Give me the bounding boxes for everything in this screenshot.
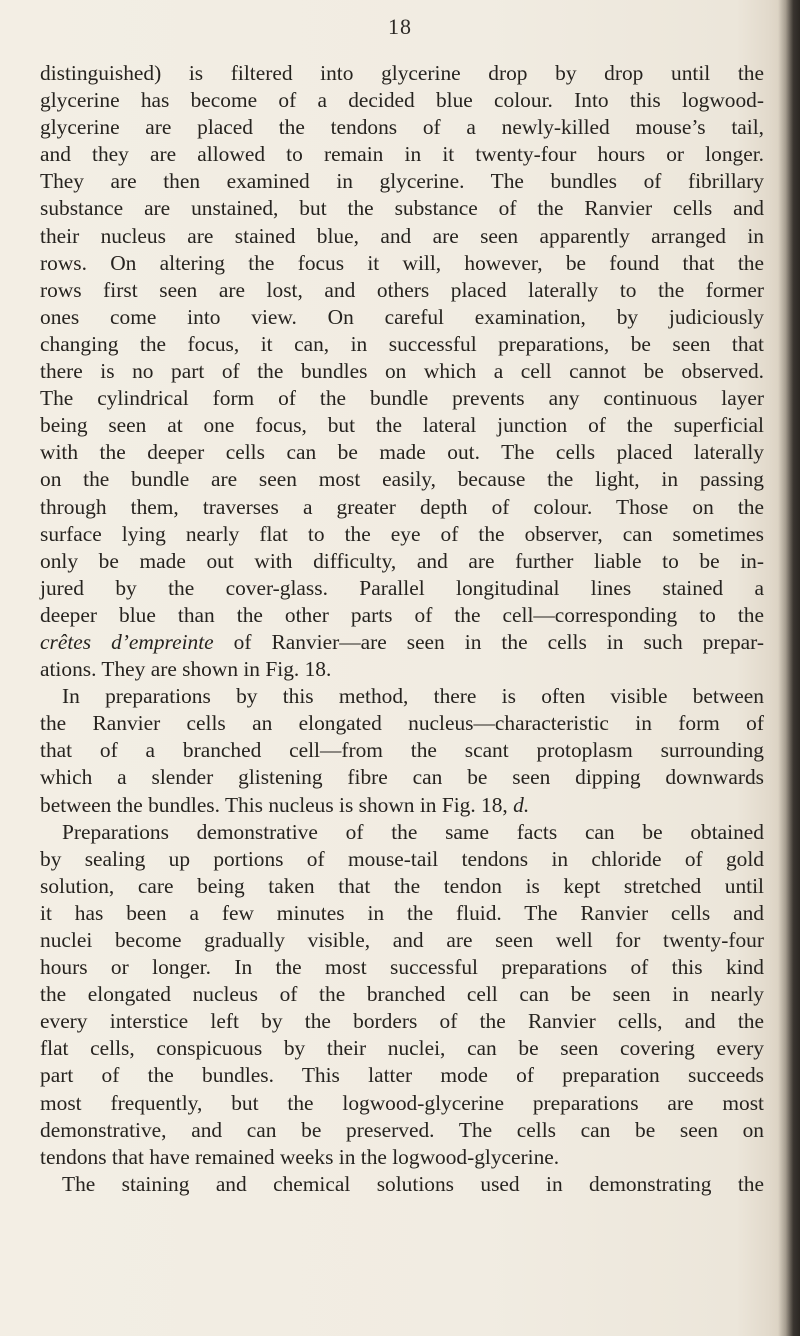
line-text: glycerine are placed the tendons of a newly-killed mouse’s tail,	[40, 115, 764, 140]
line-text: distinguished) is filtered into glycerine drop by drop until the	[40, 61, 764, 85]
line-text: only be made out with difficulty, and are further liable to be in-	[40, 548, 764, 573]
line-text: flat cells, conspicuous by their nuclei, can be seen covering every	[40, 1036, 764, 1061]
text-line	[40, 927, 764, 954]
line-text: surface lying nearly flat to the eye of the observer, can sometimes	[40, 521, 764, 546]
body-text	[40, 60, 764, 1198]
text-line	[40, 87, 764, 114]
text-line	[40, 629, 764, 656]
line-text: which a slender glistening fibre can be seen dipping downwards	[40, 765, 764, 790]
line-text: ones come into view. On careful examination, by judiciously	[40, 304, 764, 329]
text-line	[40, 385, 764, 412]
text-line	[40, 981, 764, 1008]
line-text: there is no part of the bundles on which a cell cannot be observed.	[40, 359, 764, 384]
line-text: between the bundles. This nucleus is shown in Fig. 18,	[40, 792, 514, 817]
text-line	[40, 792, 764, 819]
text-line	[40, 710, 764, 737]
line-text: and they are allowed to remain in it twenty-four hours or longer.	[40, 142, 764, 167]
binding-shadow	[778, 0, 800, 1336]
text-line	[40, 223, 764, 250]
text-line	[40, 656, 764, 683]
text-line	[40, 141, 764, 168]
line-text: nuclei become gradually visible, and are seen well for twenty-four	[40, 928, 764, 952]
text-line	[40, 1008, 764, 1035]
text-line	[40, 60, 764, 87]
line-text: Preparations demonstrative of the same facts can be obtained	[62, 819, 764, 844]
line-text: part of the bundles. This latter mode of preparation succeeds	[40, 1063, 764, 1088]
text-line	[40, 1171, 764, 1198]
text-line	[40, 1090, 764, 1117]
line-text: of Ranvier—are seen in the cells in such prepar-	[213, 629, 764, 654]
page-number: 18	[388, 14, 412, 39]
text-line	[40, 331, 764, 358]
line-text: They are then examined in glycerine. The bundles of fibrillary	[40, 169, 764, 194]
line-text: The staining and chemical solutions used in demonstrating the	[62, 1171, 764, 1196]
text-line	[40, 1144, 764, 1171]
line-text: with the deeper cells can be made out. The cells placed laterally	[40, 440, 764, 465]
text-line	[40, 412, 764, 439]
text-line	[40, 304, 764, 331]
line-text: changing the focus, it can, in successful preparations, be seen that	[40, 331, 764, 356]
line-text: it has been a few minutes in the fluid. The Ranvier cells and	[40, 900, 764, 925]
text-line	[40, 494, 764, 521]
line-text: by sealing up portions of mouse-tail tendons in chloride of gold	[40, 846, 764, 871]
line-text: tendons that have remained weeks in the logwood-glycerine.	[40, 1144, 560, 1169]
text-line	[40, 358, 764, 385]
line-text: the Ranvier cells an elongated nucleus—characteristic in form of	[40, 711, 764, 736]
text-line	[40, 114, 764, 141]
text-line	[40, 250, 764, 277]
text-line	[40, 1117, 764, 1144]
text-line	[40, 819, 764, 846]
text-line	[40, 439, 764, 466]
text-line	[40, 737, 764, 764]
text-line	[40, 764, 764, 791]
line-text: the elongated nucleus of the branched cell can be seen in nearly	[40, 982, 764, 1007]
italic-ref: d.	[513, 792, 530, 817]
line-text: In preparations by this method, there is often visible between	[62, 684, 764, 709]
text-line	[40, 873, 764, 900]
line-text: most frequently, but the logwood-glycerine preparations are most	[40, 1090, 764, 1115]
text-line	[40, 1035, 764, 1062]
line-text: hours or longer. In the most successful preparations of this kind	[40, 955, 764, 980]
line-text: glycerine has become of a decided blue colour. Into this logwood-	[40, 88, 764, 113]
text-line	[40, 548, 764, 575]
line-text: solution, care being taken that the tendon is kept stretched until	[40, 873, 764, 898]
text-line	[40, 846, 764, 873]
text-line	[40, 521, 764, 548]
line-text: The cylindrical form of the bundle prevents any continuous layer	[40, 386, 764, 411]
line-text: jured by the cover-glass. Parallel longitudinal lines stained a	[40, 575, 764, 600]
text-line	[40, 900, 764, 927]
line-text: that of a branched cell—from the scant protoplasm surrounding	[40, 738, 764, 763]
line-text: rows. On altering the focus it will, however, be found that the	[40, 250, 764, 275]
line-text: deeper blue than the other parts of the cell—corresponding to the	[40, 602, 764, 627]
text-line	[40, 277, 764, 304]
text-line	[40, 466, 764, 493]
text-line	[40, 168, 764, 195]
text-line	[40, 195, 764, 222]
line-text: on the bundle are seen most easily, because the light, in passing	[40, 467, 764, 492]
italic-term: crêtes d’empreinte	[40, 629, 214, 654]
text-line	[40, 954, 764, 981]
text-line	[40, 575, 764, 602]
text-line	[40, 602, 764, 629]
line-text: every interstice left by the borders of the Ranvier cells, and the	[40, 1009, 764, 1034]
line-text: their nucleus are stained blue, and are seen apparently arranged in	[40, 223, 764, 248]
line-text: substance are unstained, but the substance of the Ranvier cells and	[40, 196, 764, 221]
text-line	[40, 683, 764, 710]
line-text: rows first seen are lost, and others placed laterally to the former	[40, 277, 764, 302]
text-line	[40, 1062, 764, 1089]
line-text: being seen at one focus, but the lateral junction of the superficial	[40, 413, 764, 438]
line-text: demonstrative, and can be preserved. The cells can be seen on	[40, 1117, 764, 1142]
line-text: ations. They are shown in Fig. 18.	[40, 657, 332, 682]
line-text: through them, traverses a greater depth of colour. Those on the	[40, 494, 764, 519]
